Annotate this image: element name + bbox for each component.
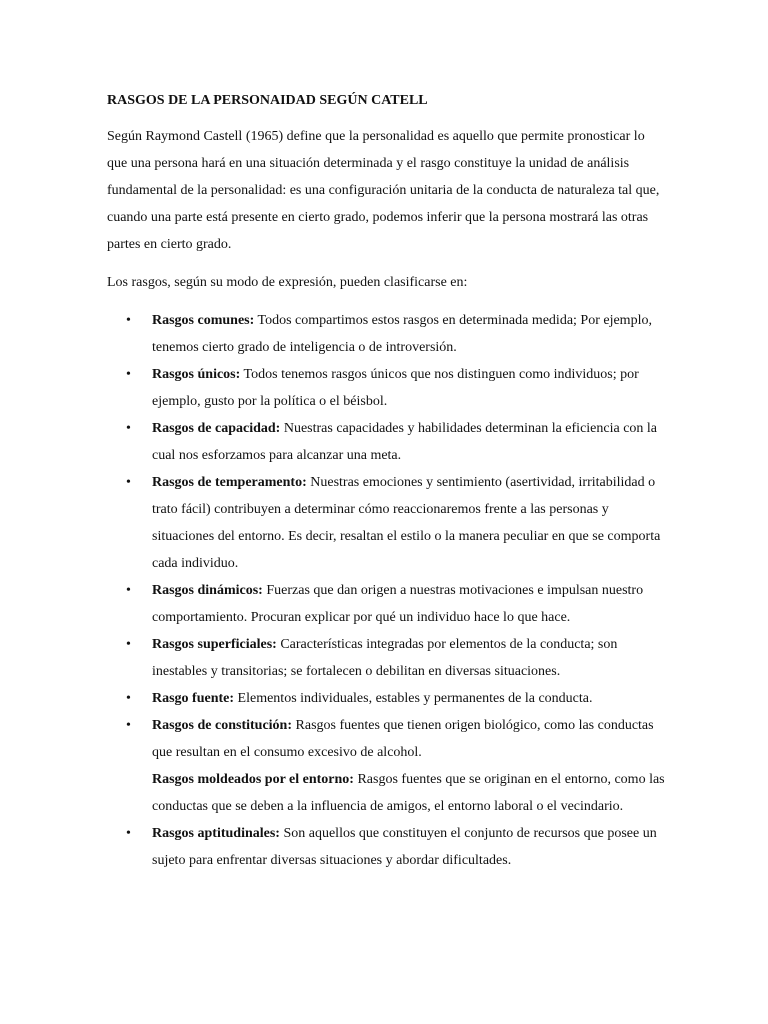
list-item — [0, 685, 672, 712]
trait-description: Son aquellos que constituyen el conjunto de recursos que posee un sujeto para enfrentar diversas situaciones y abordar dificultades. — [152, 826, 657, 868]
list-item — [0, 415, 672, 469]
list-item — [0, 820, 672, 874]
trait-term: Rasgos de capacidad: — [152, 421, 281, 436]
trait-term: Rasgos comunes: — [152, 313, 255, 328]
trait-description: Rasgos fuentes que tienen origen biológico, como las conductas que resultan en el consumo excesivo de alcohol. — [152, 718, 654, 760]
list-item — [0, 361, 672, 415]
bullet-icon: • — [126, 637, 131, 652]
document-title: RASGOS DE LA PERSONAIDAD SEGÚN CATELL — [107, 93, 428, 108]
bullet-icon: • — [126, 313, 131, 328]
trait-term: Rasgos dinámicos: — [152, 583, 263, 598]
classification-lead-text: Los rasgos, según su modo de expresión, pueden clasificarse en: — [107, 275, 468, 290]
traits-list — [0, 307, 768, 874]
bullet-icon: • — [126, 691, 131, 706]
trait-description: Nuestras capacidades y habilidades determinan la eficiencia con la cual nos esforzamos para alcanzar una meta. — [152, 421, 658, 463]
trait-description: Características integradas por elementos de la conducta; son inestables y transitorias; se fortalecen o debilitan en diversas situaciones. — [152, 637, 618, 679]
bullet-icon: • — [126, 367, 131, 382]
bullet-icon: • — [126, 718, 131, 733]
trait-term: Rasgos aptitudinales: — [152, 826, 280, 841]
bullet-icon: • — [126, 583, 131, 598]
bullet-icon: • — [126, 826, 131, 841]
trait-description: Rasgos fuentes que se originan en el entorno, como las conductas que se deben a la influencia de amigos, el entorno laboral o el vecindario. — [152, 772, 665, 814]
trait-term: Rasgos superficiales: — [152, 637, 277, 652]
list-item — [0, 307, 672, 361]
list-item — [0, 631, 672, 685]
trait-term: Rasgos únicos: — [152, 367, 241, 382]
trait-description: Todos compartimos estos rasgos en determinada medida; Por ejemplo, tenemos cierto grado de inteligencia o de introversión. — [152, 313, 652, 355]
trait-term: Rasgos moldeados por el entorno: — [152, 772, 354, 787]
list-item-continuation — [0, 766, 672, 820]
list-item — [0, 712, 672, 766]
intro-paragraph: Según Raymond Castell (1965) define que la personalidad es aquello que permite pronosticar lo que una persona hará en una situación determinada y el rasgo constituye la unidad de análisis fundamental de la personalidad: es una configuración unitaria de la conducta de naturaleza tal que, cuando una parte está presente en cierto grado, podemos inferir que la persona mostrará las otras partes en cierto grado. — [107, 129, 660, 252]
trait-term: Rasgos de constitución: — [152, 718, 293, 733]
trait-description: Fuerzas que dan origen a nuestras motivaciones e impulsan nuestro comportamiento. Procuran explicar por qué un individuo hace lo que hace. — [152, 583, 644, 625]
list-item — [0, 577, 672, 631]
trait-term: Rasgo fuente: — [152, 691, 235, 706]
list-item — [0, 469, 672, 577]
trait-description: Elementos individuales, estables y permanentes de la conducta. — [234, 691, 593, 706]
trait-description: Nuestras emociones y sentimiento (asertividad, irritabilidad o trato fácil) contribuyen a determinar cómo reaccionaremos frente a las personas y situaciones del entorno. Es decir, resaltan el estilo o la manera peculiar en que se comporta cada individuo. — [152, 475, 661, 571]
trait-description: Todos tenemos rasgos únicos que nos distinguen como individuos; por ejemplo, gusto por la política o el béisbol. — [152, 367, 639, 409]
bullet-icon: • — [126, 421, 131, 436]
trait-term: Rasgos de temperamento: — [152, 475, 307, 490]
bullet-icon: • — [126, 475, 131, 490]
